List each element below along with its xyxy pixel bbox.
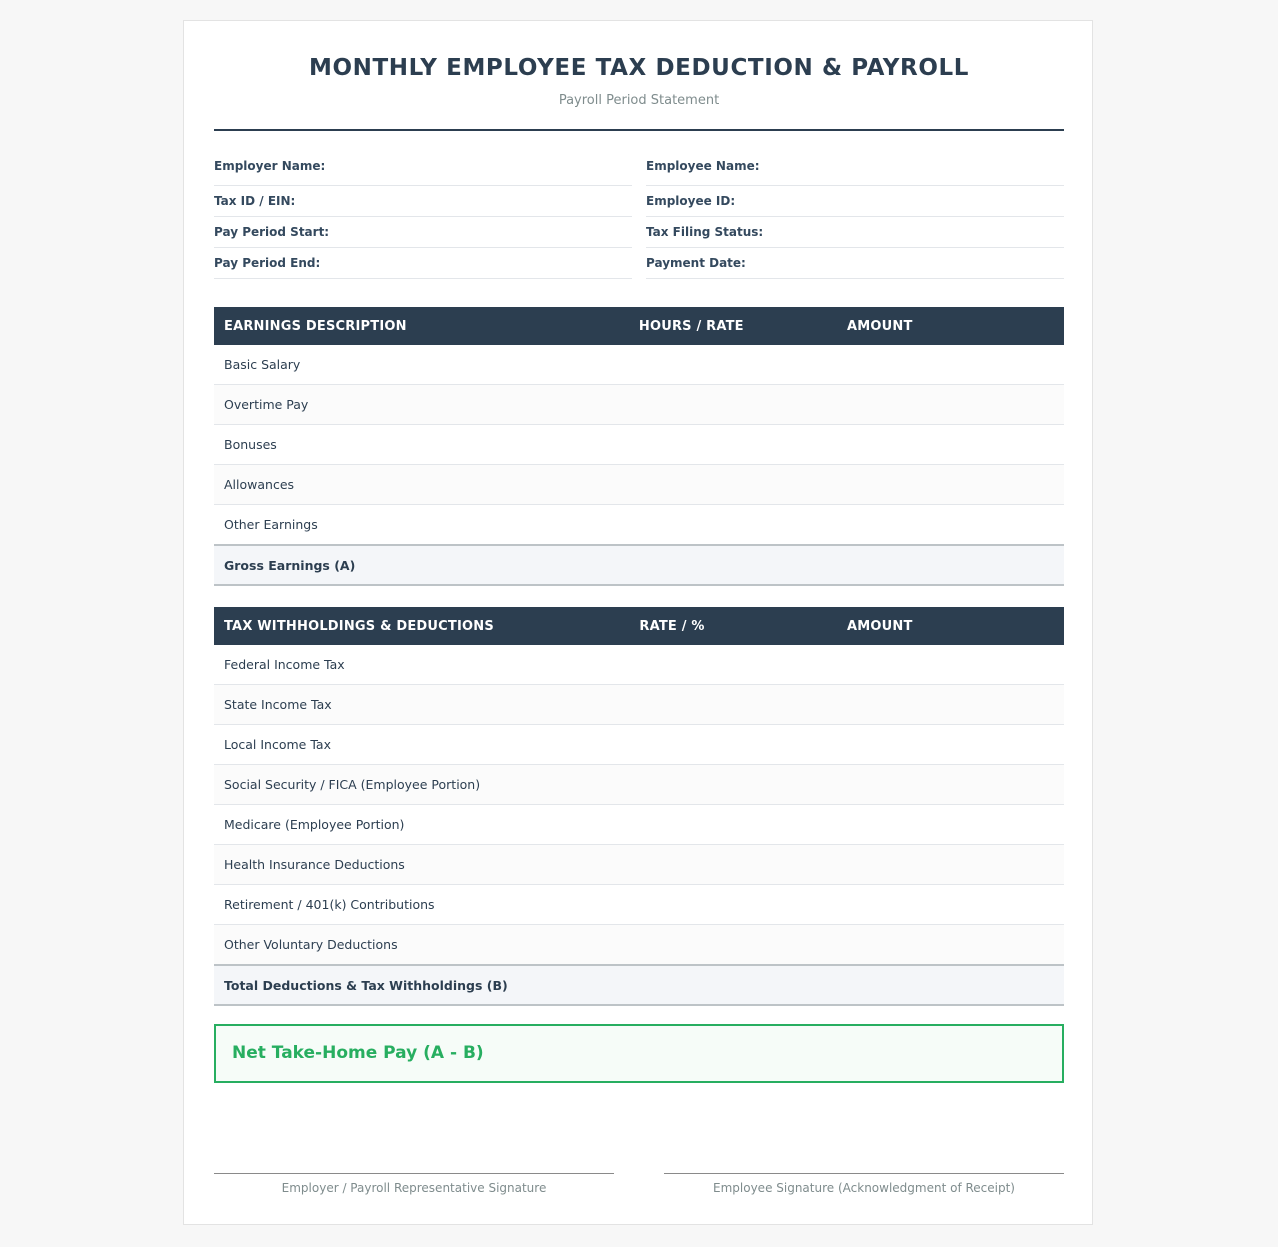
employee-id-field: Employee ID: (646, 186, 1064, 217)
table-row (214, 645, 1064, 685)
deduction-label: Health Insurance Deductions (214, 845, 629, 885)
gross-earnings-rate-cell (629, 545, 837, 585)
amount-cell (837, 885, 1064, 925)
employee-name-field: Employee Name: (646, 155, 1064, 186)
deductions-amount-header: AMOUNT (837, 607, 1064, 645)
rate-cell (629, 725, 837, 765)
table-row (214, 345, 1064, 385)
amount-cell (837, 345, 1064, 385)
deduction-label: Retirement / 401(k) Contributions (214, 885, 629, 925)
earnings-table (214, 307, 1064, 586)
deduction-label: State Income Tax (214, 685, 629, 725)
table-row (214, 505, 1064, 546)
amount-cell (837, 645, 1064, 685)
table-row (214, 385, 1064, 425)
table-row (214, 765, 1064, 805)
table-row (214, 845, 1064, 885)
earnings-label: Basic Salary (214, 345, 629, 385)
payroll-document (183, 20, 1093, 1225)
rate-cell (629, 845, 837, 885)
table-row (214, 685, 1064, 725)
earnings-amount-header: AMOUNT (837, 307, 1064, 345)
employer-signature-line: Employer / Payroll Representative Signature (214, 1173, 614, 1195)
earnings-header-row (214, 307, 1064, 345)
title-divider (214, 129, 1064, 131)
amount-cell (837, 845, 1064, 885)
payment-date-field: Payment Date: (646, 248, 1064, 279)
deductions-header-row (214, 607, 1064, 645)
page-title: MONTHLY EMPLOYEE TAX DEDUCTION & PAYROLL (308, 55, 970, 81)
amount-cell (837, 685, 1064, 725)
pay-period-start-field: Pay Period Start: (214, 217, 632, 248)
gross-earnings-row (214, 545, 1064, 585)
total-deductions-amount-cell (837, 965, 1064, 1005)
hours-rate-cell (629, 345, 837, 385)
hours-rate-cell (629, 425, 837, 465)
earnings-label: Allowances (214, 465, 629, 505)
rate-cell (629, 685, 837, 725)
deduction-label: Social Security / FICA (Employee Portion) (214, 765, 629, 805)
rate-cell (629, 765, 837, 805)
rate-cell (629, 885, 837, 925)
employee-signature-line: Employee Signature (Acknowledgment of Receipt) (664, 1173, 1064, 1195)
deduction-label: Medicare (Employee Portion) (214, 805, 629, 845)
rate-cell (629, 805, 837, 845)
hours-rate-header: HOURS / RATE (629, 307, 837, 345)
deductions-table (214, 607, 1064, 1006)
hours-rate-cell (629, 385, 837, 425)
amount-cell (837, 505, 1064, 546)
table-row (214, 805, 1064, 845)
amount-cell (837, 805, 1064, 845)
gross-earnings-amount-cell (837, 545, 1064, 585)
table-row (214, 925, 1064, 966)
table-row (214, 885, 1064, 925)
rate-percent-header: RATE / % (629, 607, 837, 645)
amount-cell (837, 465, 1064, 505)
gross-earnings-label: Gross Earnings (A) (214, 545, 629, 585)
table-row (214, 465, 1064, 505)
table-row (214, 725, 1064, 765)
net-pay-box (214, 1024, 1064, 1083)
deductions-description-header: TAX WITHHOLDINGS & DEDUCTIONS (214, 607, 629, 645)
hours-rate-cell (629, 465, 837, 505)
net-pay-label: Net Take-Home Pay (A - B) (232, 1043, 484, 1063)
earnings-label: Overtime Pay (214, 385, 629, 425)
rate-cell (629, 645, 837, 685)
deduction-label: Local Income Tax (214, 725, 629, 765)
employer-name-field: Employer Name: (214, 155, 632, 186)
deduction-label: Other Voluntary Deductions (214, 925, 629, 966)
table-row (214, 425, 1064, 465)
amount-cell (837, 765, 1064, 805)
amount-cell (837, 425, 1064, 465)
earnings-description-header: EARNINGS DESCRIPTION (214, 307, 629, 345)
pay-period-end-field: Pay Period End: (214, 248, 632, 279)
earnings-label: Other Earnings (214, 505, 629, 546)
tax-filing-status-field: Tax Filing Status: (646, 217, 1064, 248)
deduction-label: Federal Income Tax (214, 645, 629, 685)
tax-id-field: Tax ID / EIN: (214, 186, 632, 217)
employer-info-column (214, 155, 632, 279)
page-subtitle: Payroll Period Statement (558, 93, 720, 108)
total-deductions-rate-cell (629, 965, 837, 1005)
amount-cell (837, 925, 1064, 966)
total-deductions-row (214, 965, 1064, 1005)
amount-cell (837, 725, 1064, 765)
rate-cell (629, 925, 837, 966)
earnings-label: Bonuses (214, 425, 629, 465)
amount-cell (837, 385, 1064, 425)
hours-rate-cell (629, 505, 837, 546)
employee-info-column (646, 155, 1064, 279)
total-deductions-label: Total Deductions & Tax Withholdings (B) (214, 965, 629, 1005)
